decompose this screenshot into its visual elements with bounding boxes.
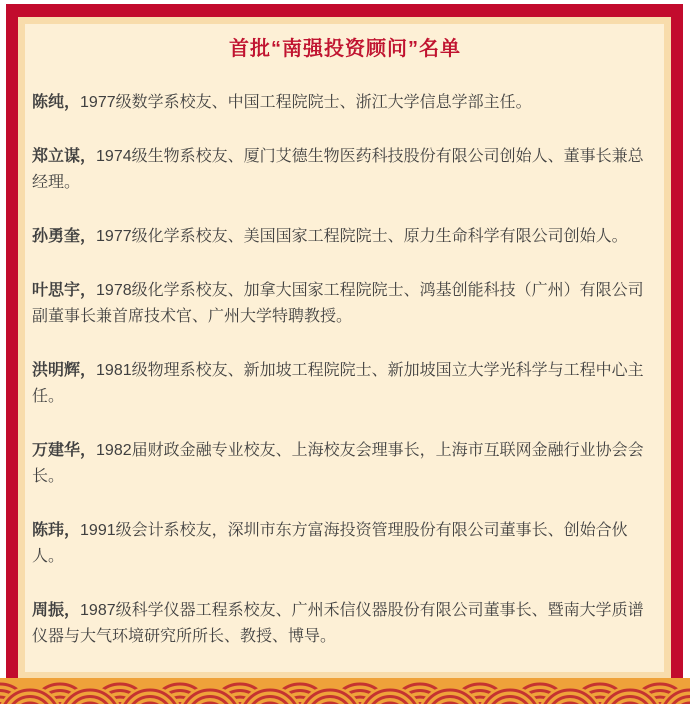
advisor-entry: [32, 144, 658, 196]
advisor-name: 万建华，: [32, 442, 97, 459]
advisor-name: 孙勇奎，: [32, 228, 97, 245]
advisor-details: 1977级数学系校友、中国工程院院士、浙江大学信息学部主任。: [80, 94, 532, 111]
red-frame: [6, 4, 683, 678]
advisor-details: 1977级化学系校友、美国国家工程院院士、原力生命科学有限公司创始人。: [96, 228, 628, 245]
content-area: [25, 24, 664, 672]
advisor-entry: [32, 224, 658, 250]
advisor-entry: [32, 598, 658, 650]
advisor-name: 郑立谋，: [32, 148, 97, 165]
advisor-entry: [32, 358, 658, 410]
advisor-details: 1981级物理系校友、新加坡工程院院士、新加坡国立大学光科学与工程中心主任。: [32, 362, 644, 405]
inner-tan-border: [18, 17, 671, 678]
advisor-name: 周振，: [32, 602, 81, 619]
advisor-name: 陈玮，: [32, 522, 81, 539]
advisor-details: 1974级生物系校友、厦门艾德生物医药科技股份有限公司创始人、董事长兼总经理。: [32, 148, 644, 191]
advisor-entry: [32, 438, 658, 490]
advisor-name: 洪明辉，: [32, 362, 97, 379]
advisor-name: 陈纯，: [32, 94, 81, 111]
advisor-details: 1982届财政金融专业校友、上海校友会理事长，上海市互联网金融行业协会会长。: [32, 442, 644, 485]
seigaiha-wave-border: [0, 678, 690, 704]
advisor-entry: [32, 278, 658, 330]
advisor-details: 1987级科学仪器工程系校友、广州禾信仪器股份有限公司董事长、暨南大学质谱仪器与大气环境研究所所长、教授、博导。: [32, 602, 644, 645]
advisor-details: 1978级化学系校友、加拿大国家工程院院士、鸿基创能科技（广州）有限公司副董事长兼首席技术官、广州大学特聘教授。: [32, 282, 644, 325]
advisor-name: 叶思宇，: [32, 282, 97, 299]
page-title: 首批“南强投资顾问”名单: [229, 38, 461, 60]
advisor-details: 1991级会计系校友，深圳市东方富海投资管理股份有限公司董事长、创始合伙人。: [32, 522, 628, 565]
advisor-entry: [32, 518, 658, 570]
advisor-entry: [32, 90, 658, 116]
wave-pattern-svg: [0, 678, 690, 704]
